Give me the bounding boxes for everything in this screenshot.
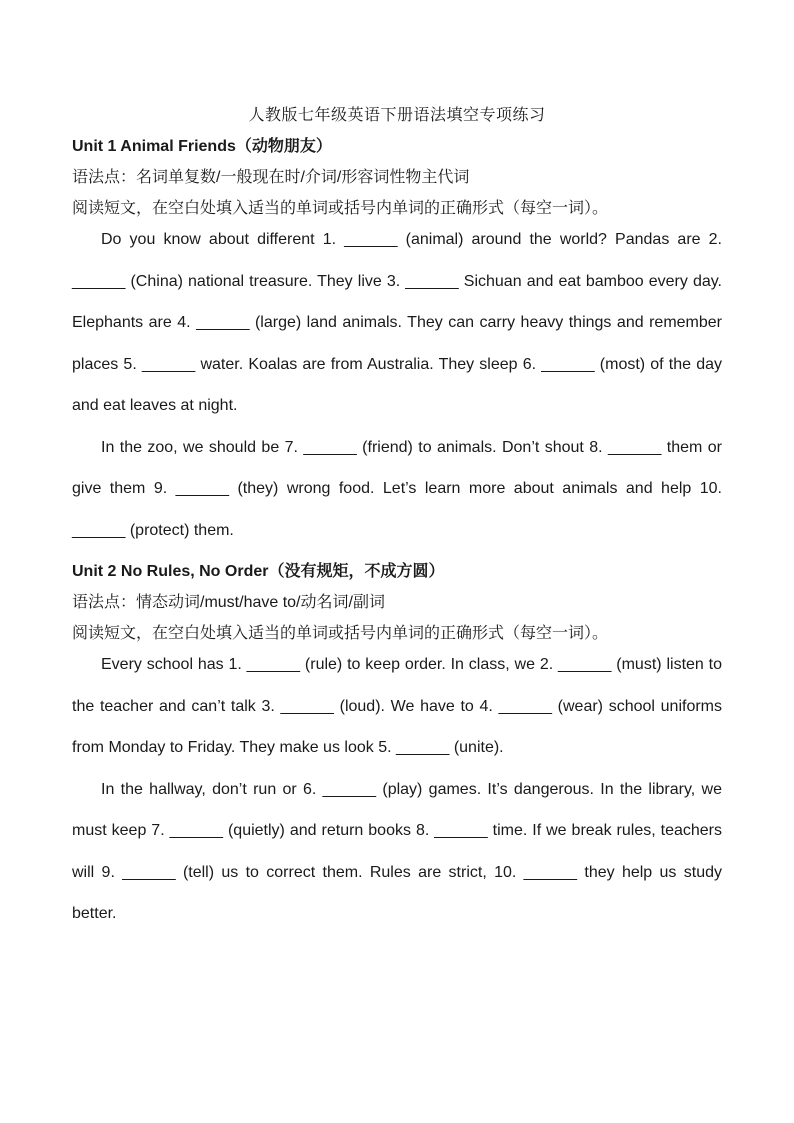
unit-1-heading: Unit 1 Animal Friends（动物朋友） — [72, 138, 332, 155]
unit-1-instruction: 阅读短文，在空白处填入适当的单词或括号内单词的正确形式（每空一词）。 — [72, 200, 609, 217]
document-title: 人教版七年级英语下册语法填空专项练习 — [248, 107, 546, 124]
unit-2-instruction: 阅读短文，在空白处填入适当的单词或括号内单词的正确形式（每空一词）。 — [72, 625, 609, 642]
unit-2-section — [72, 562, 722, 935]
unit-1-paragraph-1: Do you know about different 1. ______ (animal) around the world? Pandas are 2. ______ (China) national treasure. They live 3. ______ Sichuan and eat bamboo every day. Elephants are 4. ______ (large) land animals. They can carry heavy things and remember places 5. ______ water. Koalas are from Australia. They sleep 6. ______ (most) of the day and eat leaves at night. — [72, 231, 722, 414]
unit-2-paragraph-2: In the hallway, don’t run or 6. ______ (play) games. It’s dangerous. In the library, we must keep 7. ______ (quietly) and return books 8. ______ time. If we break rules, teachers will 9. ______ (tell) us to correct them. Rules are strict, 10. ______ they help us study better. — [72, 780, 722, 922]
unit-1-paragraph-2: In the zoo, we should be 7. ______ (friend) to animals. Don’t shout 8. ______ them or give them 9. ______ (they) wrong food. Let’s learn more about animals and help 10. ______ (protect) them. — [72, 438, 722, 539]
unit-1-grammar-points: 语法点：名词单复数/一般现在时/介词/形容词性物主代词 — [72, 169, 470, 186]
unit-1-section — [72, 137, 722, 551]
unit-2-heading: Unit 2 No Rules, No Order（没有规矩，不成方圆） — [72, 563, 445, 580]
unit-2-grammar-points: 语法点：情态动词/must/have to/动名词/副词 — [72, 594, 385, 611]
unit-2-paragraph-1: Every school has 1. ______ (rule) to keep order. In class, we 2. ______ (must) listen to the teacher and can’t talk 3. ______ (loud). We have to 4. ______ (wear) school uniforms from Monday to Friday. They make us look 5. ______ (unite). — [72, 656, 722, 756]
worksheet-page — [72, 100, 722, 935]
